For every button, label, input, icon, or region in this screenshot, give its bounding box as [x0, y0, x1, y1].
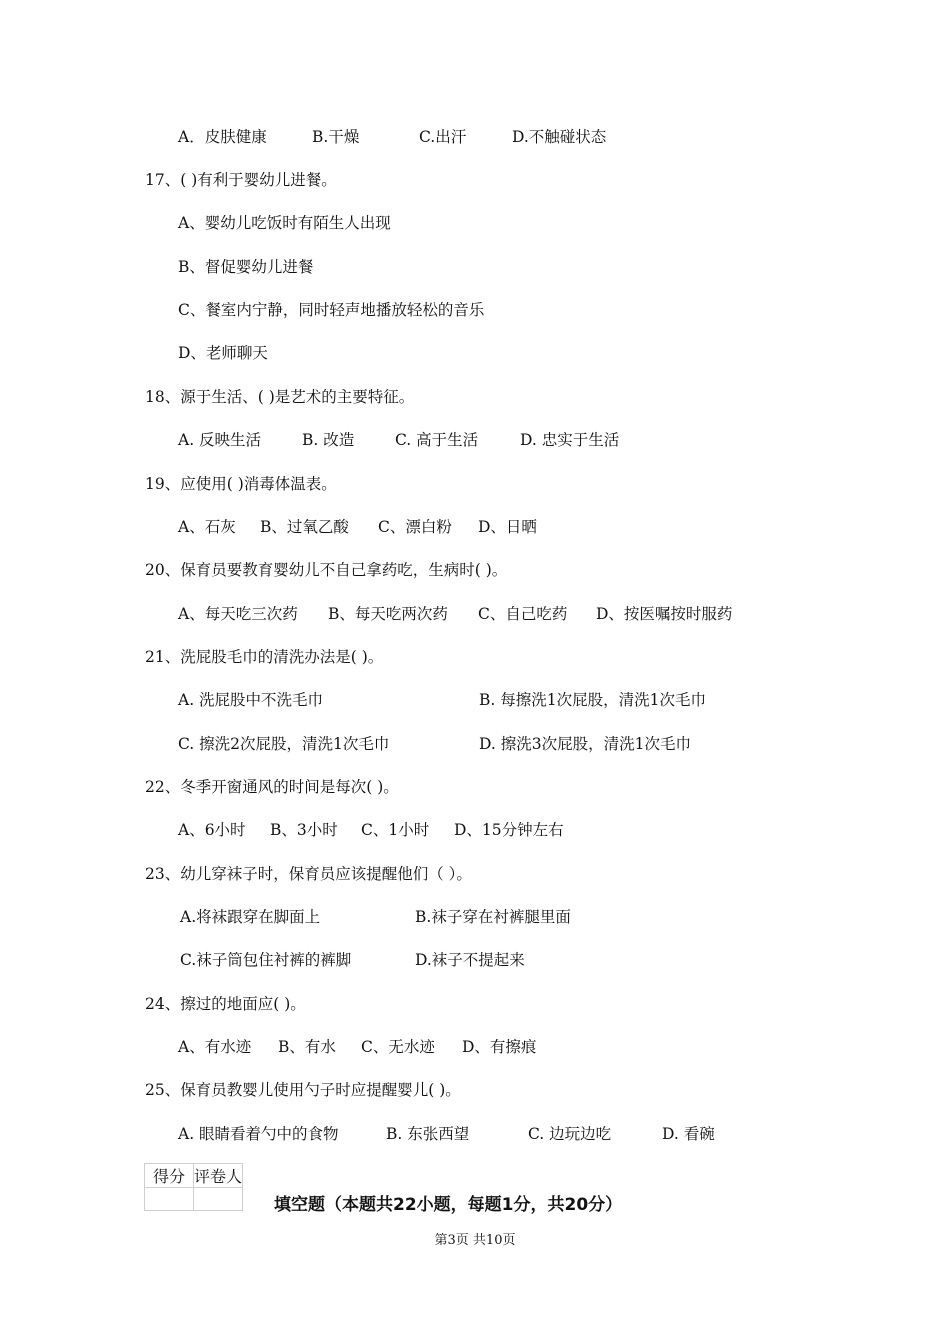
q23-option-d: D.袜子不提起来: [415, 951, 525, 969]
q18-option-b: B. 改造: [302, 431, 355, 449]
q22-option-c: C、1小时: [361, 821, 430, 839]
reviewer-label: 评卷人: [194, 1164, 243, 1188]
q22-option-d: D、15分钟左右: [454, 821, 564, 839]
q21-option-c: C. 擦洗2次屁股，清洗1次毛巾: [178, 735, 390, 753]
q18-option-c: C. 高于生活: [395, 431, 479, 449]
q20-option-c: C、自己吃药: [478, 605, 568, 623]
q19-option-c: C、漂白粉: [378, 518, 452, 536]
q17-option-b: B、督促婴幼儿进餐: [178, 258, 314, 276]
q24-option-b: B、有水: [278, 1038, 336, 1056]
q22-stem: 22、冬季开窗通风的时间是每次( )。: [145, 778, 399, 796]
score-label: 得分: [145, 1164, 194, 1188]
q21-option-d: D. 擦洗3次屁股，清洗1次毛巾: [479, 735, 691, 753]
q24-option-d: D、有擦痕: [462, 1038, 537, 1056]
q20-option-b: B、每天吃两次药: [328, 605, 448, 623]
q17-option-d: D、老师聊天: [178, 344, 268, 362]
q20-option-d: D、按医嘱按时服药: [596, 605, 733, 623]
q16-option-d: D.不触碰状态: [512, 128, 607, 146]
section-title: 填空题（本题共22小题，每题1分，共20分）: [274, 1195, 623, 1215]
q25-option-a: A. 眼睛看着勺中的食物: [178, 1125, 339, 1143]
q17-stem: 17、( )有利于婴幼儿进餐。: [145, 171, 337, 189]
q22-option-b: B、3小时: [270, 821, 338, 839]
q16-option-a: A．皮肤健康: [178, 128, 267, 146]
q19-option-d: D、日晒: [478, 518, 537, 536]
q23-option-b: B.袜子穿在衬裤腿里面: [415, 908, 571, 926]
q16-option-c: C.出汗: [419, 128, 467, 146]
q18-option-d: D. 忠实于生活: [520, 431, 620, 449]
q24-option-c: C、无水迹: [361, 1038, 435, 1056]
q19-option-b: B、过氧乙酸: [260, 518, 349, 536]
q19-option-a: A、石灰: [178, 518, 236, 536]
q23-option-c: C.袜子筒包住衬裤的裤脚: [180, 951, 352, 969]
q24-option-a: A、有水迹: [178, 1038, 252, 1056]
q19-stem: 19、应使用( )消毒体温表。: [145, 475, 337, 493]
q24-stem: 24、擦过的地面应( )。: [145, 995, 306, 1013]
q20-option-a: A、每天吃三次药: [178, 605, 298, 623]
score-box: [144, 1163, 243, 1211]
q16-option-b: B.干燥: [312, 128, 360, 146]
q17-option-c: C、餐室内宁静，同时轻声地播放轻松的音乐: [178, 301, 485, 319]
q18-stem: 18、源于生活、( )是艺术的主要特征。: [145, 388, 415, 406]
q25-option-d: D. 看碗: [662, 1125, 715, 1143]
q25-option-b: B. 东张西望: [386, 1125, 470, 1143]
score-cell: [145, 1188, 194, 1211]
q20-stem: 20、保育员要教育婴幼儿不自己拿药吃，生病时( )。: [145, 561, 508, 579]
q25-option-c: C. 边玩边吃: [528, 1125, 612, 1143]
q23-option-a: A.将袜跟穿在脚面上: [180, 908, 321, 926]
q25-stem: 25、保育员教婴儿使用勺子时应提醒婴儿( )。: [145, 1081, 461, 1099]
q21-option-a: A. 洗屁股中不洗毛巾: [178, 691, 324, 709]
q21-stem: 21、洗屁股毛巾的清洗办法是( )。: [145, 648, 384, 666]
q23-stem: 23、幼儿穿袜子时，保育员应该提醒他们（ ）。: [145, 865, 472, 883]
q21-option-b: B. 每擦洗1次屁股，清洗1次毛巾: [479, 691, 706, 709]
q22-option-a: A、6小时: [178, 821, 246, 839]
q18-option-a: A. 反映生活: [178, 431, 262, 449]
reviewer-cell: [194, 1188, 243, 1211]
q17-option-a: A、婴幼儿吃饭时有陌生人出现: [178, 214, 391, 232]
page-footer: 第3页 共10页: [434, 1233, 516, 1248]
